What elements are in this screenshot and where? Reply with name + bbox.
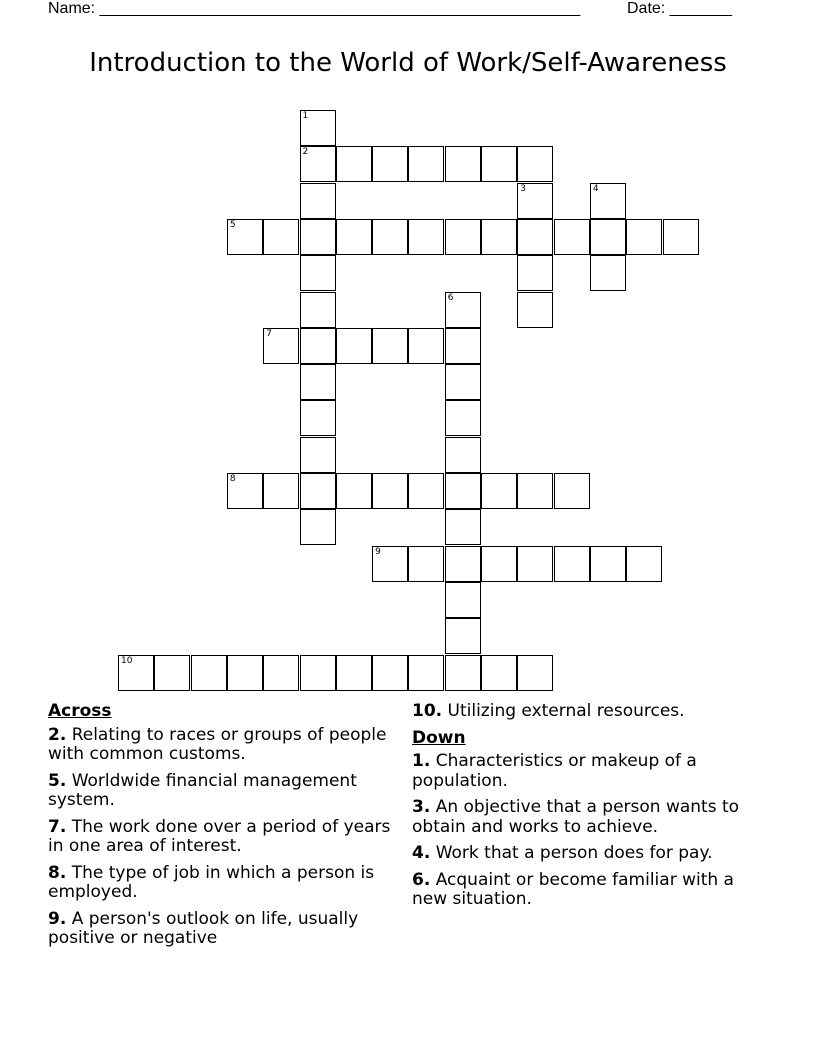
clue-number-label: 5 xyxy=(229,219,236,230)
grid-cell[interactable] xyxy=(445,473,481,509)
grid-cell[interactable] xyxy=(300,364,336,400)
clue-text: Utilizing external resources. xyxy=(442,701,685,721)
grid-cell[interactable] xyxy=(445,618,481,654)
clue-number: 8. xyxy=(48,862,67,883)
grid-cell[interactable] xyxy=(336,473,372,509)
grid-cell[interactable] xyxy=(372,146,408,182)
grid-cell[interactable] xyxy=(336,146,372,182)
grid-cell[interactable] xyxy=(408,219,444,255)
grid-cell[interactable] xyxy=(227,219,263,255)
grid-cell[interactable] xyxy=(626,546,662,582)
clue-text: Characteristics or makeup of a population. xyxy=(412,751,697,791)
grid-cell[interactable] xyxy=(445,509,481,545)
clue-number-label: 10 xyxy=(121,655,133,666)
grid-cell[interactable] xyxy=(408,546,444,582)
grid-cell[interactable] xyxy=(554,219,590,255)
clues-right-column xyxy=(412,702,757,917)
clue-across-9 xyxy=(48,910,393,949)
grid-cell[interactable] xyxy=(481,146,517,182)
clue-across-10 xyxy=(412,702,757,722)
grid-cell[interactable] xyxy=(300,110,336,146)
grid-cell[interactable] xyxy=(517,473,553,509)
grid-cell[interactable] xyxy=(300,437,336,473)
grid-cell[interactable] xyxy=(372,473,408,509)
clue-number-label: 2 xyxy=(302,147,309,158)
grid-cell[interactable] xyxy=(300,183,336,219)
clue-number: 9. xyxy=(48,908,67,929)
grid-cell[interactable] xyxy=(227,473,263,509)
clue-across-5 xyxy=(48,772,393,811)
grid-cell[interactable] xyxy=(481,546,517,582)
grid-cell[interactable] xyxy=(517,292,553,328)
grid-cell[interactable] xyxy=(336,655,372,691)
grid-cell[interactable] xyxy=(372,655,408,691)
clue-number-label: 9 xyxy=(375,546,381,557)
grid-cell[interactable] xyxy=(554,546,590,582)
page-title: Introduction to the World of Work/Self-Awareness xyxy=(89,48,727,78)
grid-cell[interactable] xyxy=(300,255,336,291)
grid-cell[interactable] xyxy=(445,292,481,328)
clue-text: Relating to races or groups of people with common customs. xyxy=(48,724,387,764)
grid-cell[interactable] xyxy=(590,546,626,582)
clue-number: 5. xyxy=(48,770,67,791)
grid-cell[interactable] xyxy=(663,219,699,255)
clue-number: 6. xyxy=(412,869,431,890)
grid-cell[interactable] xyxy=(300,655,336,691)
grid-cell[interactable] xyxy=(445,437,481,473)
grid-cell[interactable] xyxy=(445,400,481,436)
clue-number: 1. xyxy=(412,751,431,771)
grid-cell[interactable] xyxy=(227,655,263,691)
clue-text: Work that a person does for pay. xyxy=(430,843,713,863)
grid-cell[interactable] xyxy=(191,655,227,691)
grid-cell[interactable] xyxy=(372,328,408,364)
grid-cell[interactable] xyxy=(445,146,481,182)
grid-cell[interactable] xyxy=(517,655,553,691)
name-field-label: Name: ______________________________________________________ xyxy=(48,0,581,17)
grid-cell[interactable] xyxy=(517,219,553,255)
clue-down-4 xyxy=(412,844,757,864)
grid-cell[interactable] xyxy=(408,655,444,691)
grid-cell[interactable] xyxy=(408,146,444,182)
down-heading: Down xyxy=(412,727,466,748)
grid-cell[interactable] xyxy=(445,328,481,364)
clue-number: 7. xyxy=(48,816,67,837)
grid-cell[interactable] xyxy=(481,655,517,691)
grid-cell[interactable] xyxy=(300,328,336,364)
grid-cell[interactable] xyxy=(300,219,336,255)
grid-cell[interactable] xyxy=(554,473,590,509)
grid-cell[interactable] xyxy=(408,473,444,509)
clue-text: An objective that a person wants to obtain and works to achieve. xyxy=(412,797,740,837)
clue-number: 10. xyxy=(412,701,443,721)
date-field-label: Date: _______ xyxy=(627,0,732,17)
clue-number-label: 8 xyxy=(229,474,236,484)
clue-across-2 xyxy=(48,726,393,765)
grid-cell[interactable] xyxy=(517,255,553,291)
clue-text: Acquaint or become familiar with a new situation. xyxy=(412,869,734,909)
clue-text: The work done over a period of years in one area of interest. xyxy=(48,816,391,856)
grid-cell[interactable] xyxy=(263,328,299,364)
grid-cell[interactable] xyxy=(590,183,626,219)
grid-cell[interactable] xyxy=(517,183,553,219)
grid-cell[interactable] xyxy=(336,219,372,255)
grid-cell[interactable] xyxy=(517,146,553,182)
grid-cell[interactable] xyxy=(445,655,481,691)
grid-cell[interactable] xyxy=(445,546,481,582)
grid-cell[interactable] xyxy=(263,473,299,509)
grid-cell[interactable] xyxy=(300,292,336,328)
clue-number-label: 6 xyxy=(447,292,454,303)
grid-cell[interactable] xyxy=(481,219,517,255)
grid-cell[interactable] xyxy=(408,328,444,364)
grid-cell[interactable] xyxy=(445,582,481,618)
clue-down-6 xyxy=(412,871,757,910)
across-heading: Across xyxy=(48,701,112,721)
clues-left-column xyxy=(48,702,393,956)
grid-cell[interactable] xyxy=(445,219,481,255)
grid-cell[interactable] xyxy=(590,255,626,291)
clue-number-label: 7 xyxy=(266,328,272,339)
grid-cell[interactable] xyxy=(372,219,408,255)
grid-cell[interactable] xyxy=(336,328,372,364)
grid-cell[interactable] xyxy=(517,546,553,582)
clue-number: 4. xyxy=(412,843,431,863)
grid-cell[interactable] xyxy=(300,509,336,545)
grid-cell[interactable] xyxy=(300,146,336,182)
grid-cell[interactable] xyxy=(445,364,481,400)
clue-down-1 xyxy=(412,752,757,791)
grid-cell[interactable] xyxy=(590,219,626,255)
grid-cell[interactable] xyxy=(626,219,662,255)
clue-number: 3. xyxy=(412,797,431,817)
grid-cell[interactable] xyxy=(481,473,517,509)
clue-number-label: 4 xyxy=(592,183,599,194)
clue-down-3 xyxy=(412,798,757,837)
clue-across-7 xyxy=(48,818,393,857)
clue-text: A person's outlook on life, usually positive or negative xyxy=(48,908,359,948)
clue-text: Worldwide financial management system. xyxy=(48,770,357,810)
grid-cell[interactable] xyxy=(372,546,408,582)
clue-number-label: 3 xyxy=(520,183,527,194)
grid-cell[interactable] xyxy=(118,655,154,691)
clue-text: The type of job in which a person is employed. xyxy=(48,862,375,902)
clue-across-8 xyxy=(48,864,393,903)
grid-cell[interactable] xyxy=(154,655,190,691)
grid-cell[interactable] xyxy=(300,473,336,509)
clue-number-label: 1 xyxy=(302,111,309,121)
clue-number: 2. xyxy=(48,724,67,745)
grid-cell[interactable] xyxy=(263,219,299,255)
grid-cell[interactable] xyxy=(300,400,336,436)
grid-cell[interactable] xyxy=(263,655,299,691)
